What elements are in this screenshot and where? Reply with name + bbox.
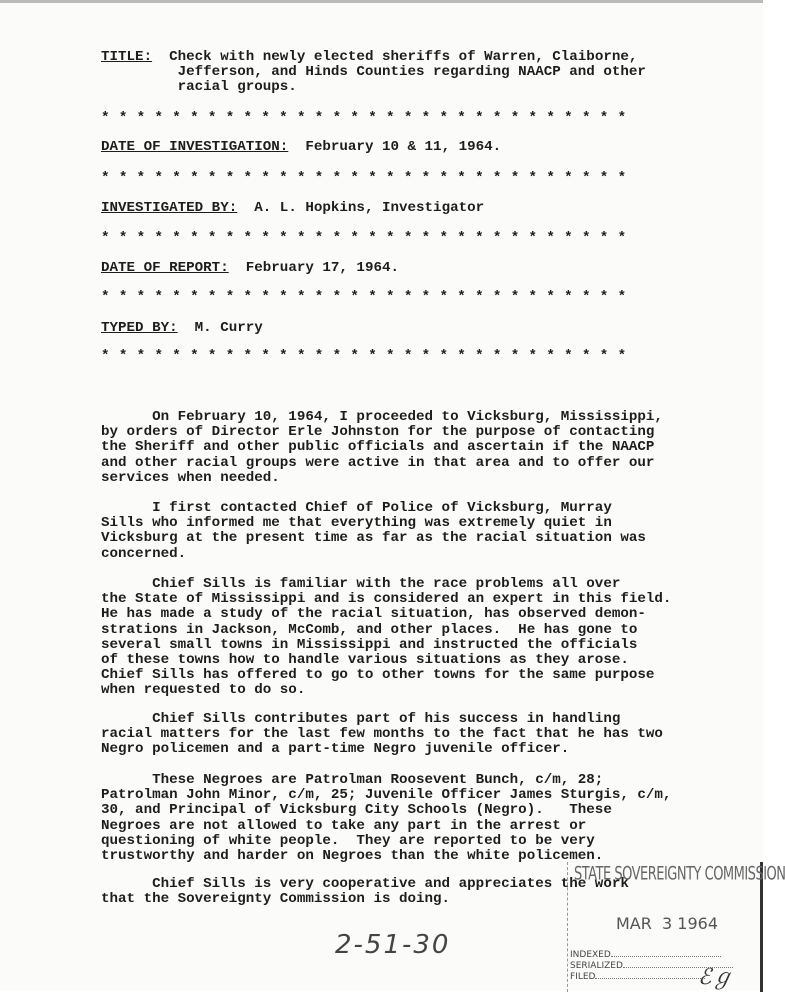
stamp-field-indexed: [570, 950, 721, 960]
date-report-row: [101, 261, 399, 276]
separator: ******************************: [101, 110, 636, 126]
received-stamp: [567, 862, 785, 992]
title-line-1: Check with newly elected sheriffs of Warren, Claiborne,: [169, 49, 638, 65]
stamp-field-label: SERIALIZED: [570, 961, 623, 971]
paragraph-5: These Negroes are Patrolman Roosevent Bunch, c/m, 28; Patrolman John Minor, c/m, 25; Juvenile Officer James Sturgis, c/m, 30, and Principal of Vicksburg City Schools (Negro). These Negroes are not allowed to take any part in the arrest or questioning of white people. They are reported to be very trustworthy and harder on Negroes than the white policemen.: [101, 772, 672, 865]
stamp-title: STATE SOVEREIGNTY COMMISSION: [574, 864, 785, 885]
paragraph-3: Chief Sills is familiar with the race problems all over the State of Mississippi and is considered an expert in this field. He has made a study of the racial situation, has observed demon- strations in Jackson, McComb, and other places. He has gone to several small towns in Mississippi and instructed the officials of these towns how to handle various situations as they arose. Chief Sills has offered to go to other towns for the same purpose when requested to do so.: [101, 576, 672, 699]
date-report-label: DATE OF REPORT:: [101, 260, 229, 276]
separator: ******************************: [101, 230, 636, 246]
date-report-value: February 17, 1964.: [245, 260, 399, 276]
stamp-field-filed: [570, 972, 705, 982]
investigated-by-label: INVESTIGATED BY:: [101, 200, 238, 216]
separator: ******************************: [101, 348, 636, 364]
stamp-field-label: INDEXED: [570, 950, 611, 960]
date-investigation-label: DATE OF INVESTIGATION:: [101, 139, 289, 155]
paragraph-6: Chief Sills is very cooperative and appreciates the work that the Sovereignty Commission is doing.: [101, 876, 629, 908]
typed-by-value: M. Curry: [194, 320, 263, 336]
investigated-by-row: [101, 201, 484, 216]
signature-initials: ℰℊ: [698, 965, 734, 990]
paragraph-2: I first contacted Chief of Police of Vicksburg, Murray Sills who informed me that everything was extremely quiet in Vicksburg at the present time as far as the racial situation was concerned.: [101, 500, 646, 562]
typed-by-row: [101, 321, 263, 336]
title-block: [101, 50, 646, 96]
separator: ******************************: [101, 170, 636, 186]
title-line-3: racial groups.: [177, 79, 297, 96]
title-label: TITLE:: [101, 49, 153, 65]
stamp-date: MAR 3 1964: [616, 914, 719, 933]
separator: ******************************: [101, 289, 636, 305]
stamp-field-label: FILED: [570, 972, 596, 982]
paragraph-1: On February 10, 1964, I proceeded to Vicksburg, Mississippi, by orders of Director Erle Johnston for the purpose of contacting the Sheriff and other public officials and ascertain if the NAACP and other racial groups were active in that area and to offer our services when needed.: [101, 409, 663, 486]
investigated-by-value: A. L. Hopkins, Investigator: [254, 200, 485, 216]
typed-by-label: TYPED BY:: [101, 320, 178, 336]
handwritten-file-number: 2-51-30: [335, 930, 451, 960]
date-investigation-value: February 10 & 11, 1964.: [305, 139, 502, 155]
title-line-2: Jefferson, and Hinds Counties regarding NAACP and other: [177, 64, 646, 81]
scan-edge: [0, 0, 763, 3]
paragraph-4: Chief Sills contributes part of his success in handling racial matters for the last few months to the fact that he has two Negro policemen and a part-time Negro juvenile officer.: [101, 711, 663, 758]
date-investigation-row: [101, 140, 501, 155]
